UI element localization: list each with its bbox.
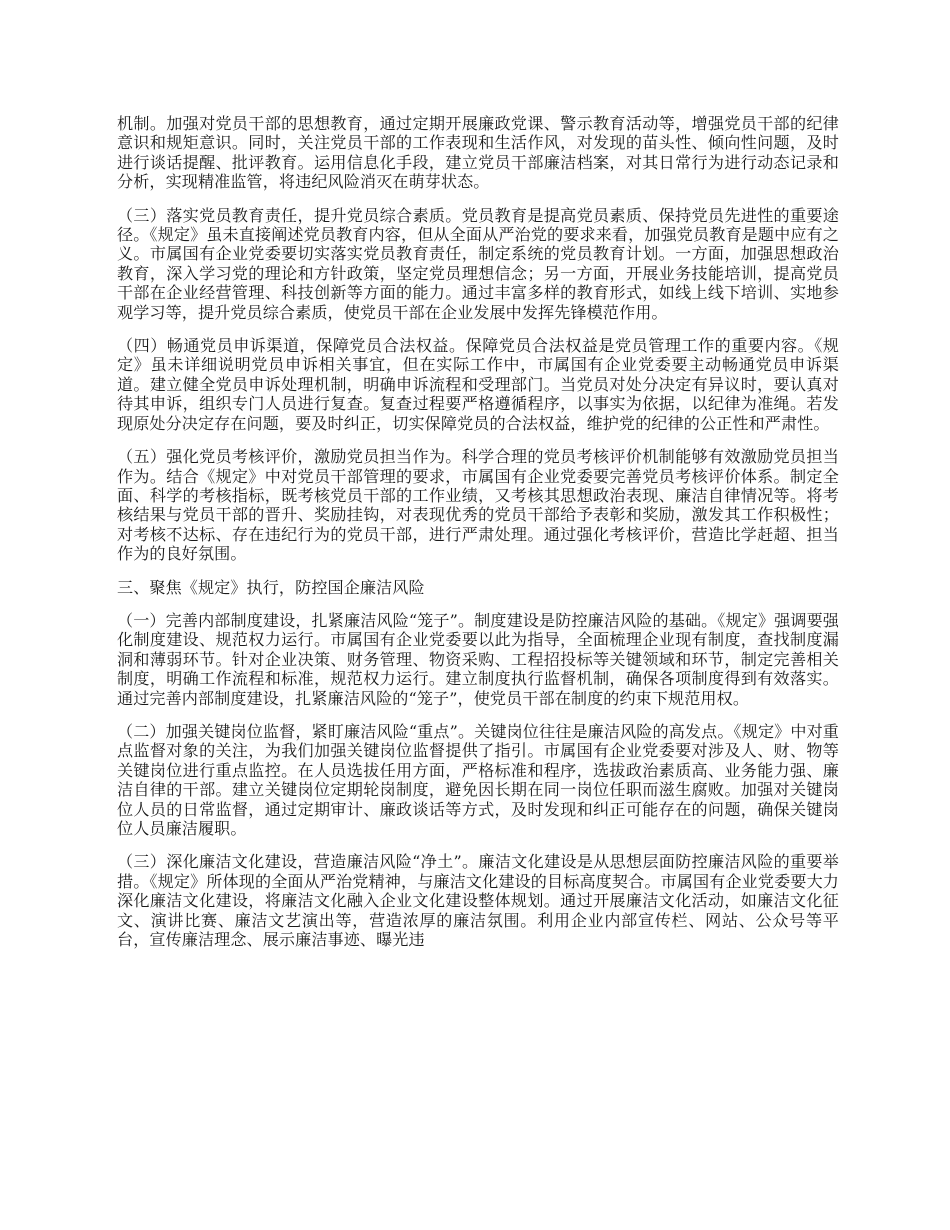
section-heading-three: 三、聚焦《规定》执行，防控国企廉洁风险: [117, 577, 425, 597]
paragraph-party-education: （三）落实党员教育责任，提升党员综合素质。党员教育是提高党员素质、保持党员先进性的重要途径。《规定》虽未直接阐述党员教育内容，但从全面从严治党的要求来看，加强党员教育是题中应有之义。市属国有企业党委要切实落实党员教育责任，制定系统的党员教育计划。一方面，加强思想政治教育，深入学习党的理论和方针政策，坚定党员理想信念；另一方面，开展业务技能培训，提高党员干部在企业经营管理、科技创新等方面的能力。通过丰富多样的教育形式，如线上线下培训、实地参观学习等，提升党员综合素质，使党员干部在企业发展中发挥先锋模范作用。: [117, 205, 839, 322]
paragraph-assessment: （五）强化党员考核评价，激励党员担当作为。科学合理的党员考核评价机制能够有效激励党员担当作为。结合《规定》中对党员干部管理的要求，市属国有企业党委要完善党员考核评价体系。制定全面、科学的考核指标，既考核党员干部的工作业绩，又考核其思想政治表现、廉洁自律情况等。将考核结果与党员干部的晋升、奖励挂钩，对表现优秀的党员干部给予表彰和奖励，激发其工作积极性；对考核不达标、存在违纪行为的党员干部，进行严肃处理。通过强化考核评价，营造比学赶超、担当作为的良好氛围。: [117, 447, 839, 564]
paragraph-discipline-education: 机制。加强对党员干部的思想教育，通过定期开展廉政党课、警示教育活动等，增强党员干部的纪律意识和规矩意识。同时，关注党员干部的工作表现和生活作风，对发现的苗头性、倾向性问题，及时进行谈话提醒、批评教育。运用信息化手段，建立党员干部廉洁档案，对其日常行为进行动态记录和分析，实现精准监管，将违纪风险消灭在萌芽状态。: [117, 114, 839, 192]
document-body: [117, 114, 839, 963]
paragraph-key-positions: （二）加强关键岗位监督，紧盯廉洁风险“重点”。关键岗位往往是廉洁风险的高发点。《规定》中对重点监督对象的关注，为我们加强关键岗位监督提供了指引。市属国有企业党委要对涉及人、财、物等关键岗位进行重点监控。在人员选拔任用方面，严格标准和程序，选拔政治素质高、业务能力强、廉洁自律的干部。建立关键岗位定期轮岗制度，避免因长期在同一岗位任职而滋生腐败。加强对关键岗位人员的日常监督，通过定期审计、廉政谈话等方式，及时发现和纠正可能存在的问题，确保关键岗位人员廉洁履职。: [117, 721, 839, 838]
paragraph-appeal-channel: （四）畅通党员申诉渠道，保障党员合法权益。保障党员合法权益是党员管理工作的重要内容。《规定》虽未详细说明党员申诉相关事宜，但在实际工作中，市属国有企业党委要主动畅通党员申诉渠道。建立健全党员申诉处理机制，明确申诉流程和受理部门。当党员对处分决定有异议时，要认真对待其申诉，组织专门人员进行复查。复查过程要严格遵循程序，以事实为依据，以纪律为准绳。若发现原处分决定存在问题，要及时纠正，切实保障党员的合法权益，维护党的纪律的公正性和严肃性。: [117, 336, 839, 433]
paragraph-internal-system: （一）完善内部制度建设，扎紧廉洁风险“笼子”。制度建设是防控廉洁风险的基础。《规定》强调要强化制度建设、规范权力运行。市属国有企业党委要以此为指导，全面梳理企业现有制度，查找制度漏洞和薄弱环节。针对企业决策、财务管理、物资采购、工程招投标等关键领域和环节，制定完善相关制度，明确工作流程和标准，规范权力运行。建立制度执行监督机制，确保各项制度得到有效落实。通过完善内部制度建设，扎紧廉洁风险的“笼子”，使党员干部在制度的约束下规范用权。: [117, 610, 839, 708]
paragraph-integrity-culture: （三）深化廉洁文化建设，营造廉洁风险“净土”。廉洁文化建设是从思想层面防控廉洁风险的重要举措。《规定》所体现的全面从严治党精神，与廉洁文化建设的目标高度契合。市属国有企业党委要大力深化廉洁文化建设，将廉洁文化融入企业文化建设整体规划。通过开展廉洁文化活动，如廉洁文化征文、演讲比赛、廉洁文艺演出等，营造浓厚的廉洁氛围。利用企业内部宣传栏、网站、公众号等平台，宣传廉洁理念、展示廉洁事迹、曝光违: [117, 852, 839, 950]
